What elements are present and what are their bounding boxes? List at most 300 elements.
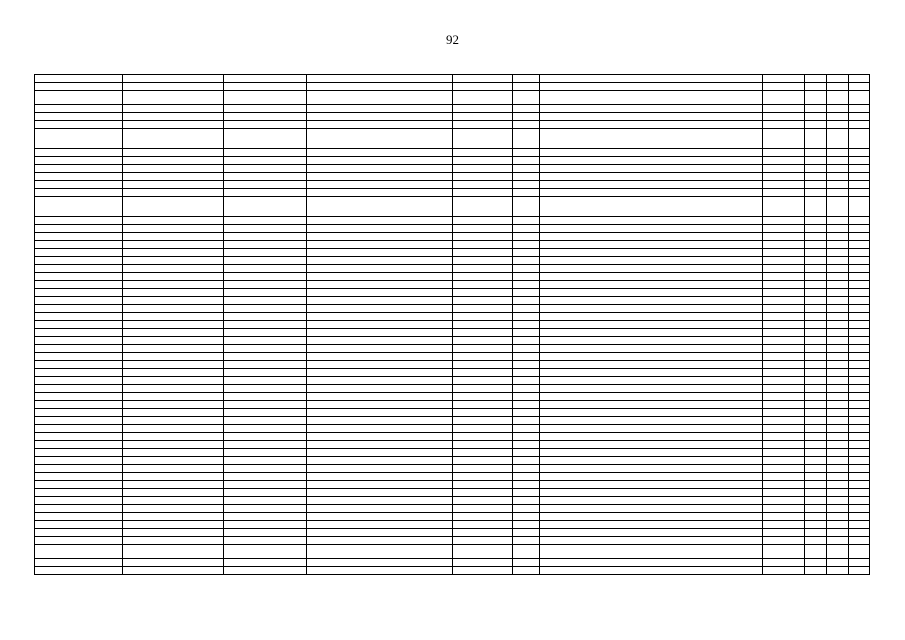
table-cell	[763, 165, 805, 173]
table-cell	[123, 305, 224, 313]
table-cell	[453, 257, 513, 265]
table-row	[35, 537, 870, 545]
table-row	[35, 559, 870, 567]
table-cell	[763, 473, 805, 481]
table-body	[35, 75, 870, 575]
table-cell	[540, 105, 763, 113]
table-cell	[513, 489, 540, 497]
table-cell	[224, 369, 307, 377]
table-cell	[513, 537, 540, 545]
table-row	[35, 165, 870, 173]
table-cell	[540, 197, 763, 217]
table-cell	[513, 425, 540, 433]
table-cell	[35, 505, 123, 513]
table-cell	[453, 83, 513, 91]
table-cell	[513, 521, 540, 529]
table-cell	[805, 449, 827, 457]
table-cell	[849, 157, 870, 165]
table-cell	[35, 529, 123, 537]
table-cell	[513, 393, 540, 401]
table-cell	[849, 265, 870, 273]
table-cell	[123, 489, 224, 497]
table-cell	[307, 181, 453, 189]
table-cell	[763, 273, 805, 281]
table-cell	[805, 329, 827, 337]
table-cell	[513, 273, 540, 281]
table-row	[35, 265, 870, 273]
table-cell	[540, 313, 763, 321]
table-row	[35, 113, 870, 121]
table-cell	[540, 257, 763, 265]
table-cell	[763, 465, 805, 473]
table-cell	[540, 537, 763, 545]
table-cell	[307, 91, 453, 105]
table-cell	[453, 417, 513, 425]
table-cell	[513, 83, 540, 91]
table-cell	[35, 173, 123, 181]
page-number: 92	[446, 32, 459, 47]
table-cell	[123, 545, 224, 559]
table-cell	[540, 75, 763, 83]
table-cell	[307, 481, 453, 489]
table-cell	[540, 567, 763, 575]
table-cell	[805, 441, 827, 449]
table-cell	[763, 385, 805, 393]
table-row	[35, 497, 870, 505]
table-cell	[805, 465, 827, 473]
table-cell	[540, 361, 763, 369]
table-cell	[307, 505, 453, 513]
table-cell	[224, 181, 307, 189]
table-cell	[805, 189, 827, 197]
table-cell	[849, 297, 870, 305]
table-cell	[35, 345, 123, 353]
table-cell	[827, 297, 849, 305]
table-cell	[763, 129, 805, 149]
table-cell	[453, 121, 513, 129]
table-cell	[513, 417, 540, 425]
table-cell	[849, 281, 870, 289]
table-cell	[540, 113, 763, 121]
table-row	[35, 189, 870, 197]
table-row	[35, 393, 870, 401]
table-cell	[35, 297, 123, 305]
table-row	[35, 329, 870, 337]
table-cell	[849, 225, 870, 233]
table-cell	[763, 433, 805, 441]
table-cell	[123, 497, 224, 505]
table-cell	[453, 361, 513, 369]
table-cell	[513, 513, 540, 521]
table-cell	[35, 181, 123, 189]
table-row	[35, 197, 870, 217]
table-cell	[849, 91, 870, 105]
table-cell	[35, 465, 123, 473]
table-cell	[827, 567, 849, 575]
table-cell	[307, 297, 453, 305]
table-cell	[849, 449, 870, 457]
table-cell	[763, 289, 805, 297]
table-cell	[805, 83, 827, 91]
table-cell	[307, 129, 453, 149]
table-cell	[513, 257, 540, 265]
table-cell	[307, 113, 453, 121]
table-cell	[763, 449, 805, 457]
table-cell	[307, 393, 453, 401]
table-cell	[849, 353, 870, 361]
table-cell	[123, 75, 224, 83]
table-cell	[849, 377, 870, 385]
table-cell	[805, 393, 827, 401]
table-cell	[540, 441, 763, 449]
table-cell	[827, 465, 849, 473]
table-cell	[763, 567, 805, 575]
table-cell	[513, 329, 540, 337]
table-cell	[540, 91, 763, 105]
table-cell	[224, 385, 307, 393]
table-cell	[123, 83, 224, 91]
table-cell	[123, 425, 224, 433]
table-cell	[763, 241, 805, 249]
table-cell	[513, 361, 540, 369]
table-cell	[513, 265, 540, 273]
table-cell	[35, 353, 123, 361]
table-cell	[540, 409, 763, 417]
table-cell	[513, 559, 540, 567]
table-cell	[224, 409, 307, 417]
housing-register-table	[34, 74, 870, 575]
table-cell	[805, 121, 827, 129]
table-cell	[123, 409, 224, 417]
table-cell	[849, 249, 870, 257]
table-cell	[307, 75, 453, 83]
table-cell	[849, 337, 870, 345]
table-cell	[849, 75, 870, 83]
table-cell	[805, 91, 827, 105]
table-cell	[453, 449, 513, 457]
table-cell	[763, 181, 805, 189]
table-cell	[35, 559, 123, 567]
table-row	[35, 465, 870, 473]
table-cell	[35, 329, 123, 337]
table-row	[35, 217, 870, 225]
table-cell	[763, 113, 805, 121]
table-cell	[307, 409, 453, 417]
table-cell	[224, 345, 307, 353]
table-row	[35, 173, 870, 181]
table-cell	[805, 545, 827, 559]
table-cell	[123, 113, 224, 121]
table-cell	[513, 377, 540, 385]
table-cell	[35, 521, 123, 529]
table-cell	[827, 409, 849, 417]
table-cell	[224, 91, 307, 105]
table-cell	[763, 257, 805, 265]
table-cell	[453, 189, 513, 197]
table-cell	[35, 197, 123, 217]
table-cell	[35, 265, 123, 273]
table-cell	[827, 257, 849, 265]
table-cell	[35, 497, 123, 505]
table-cell	[123, 361, 224, 369]
table-cell	[123, 559, 224, 567]
table-cell	[763, 401, 805, 409]
table-cell	[307, 197, 453, 217]
table-cell	[123, 197, 224, 217]
table-cell	[453, 385, 513, 393]
table-cell	[805, 369, 827, 377]
table-cell	[849, 489, 870, 497]
table-cell	[513, 385, 540, 393]
table-cell	[307, 313, 453, 321]
table-row	[35, 425, 870, 433]
table-cell	[513, 181, 540, 189]
table-cell	[540, 521, 763, 529]
table-cell	[540, 559, 763, 567]
table-cell	[805, 497, 827, 505]
table-cell	[513, 401, 540, 409]
table-cell	[513, 241, 540, 249]
table-cell	[763, 345, 805, 353]
table-cell	[513, 149, 540, 157]
table-cell	[123, 433, 224, 441]
table-cell	[35, 75, 123, 83]
table-row	[35, 273, 870, 281]
table-cell	[307, 321, 453, 329]
table-cell	[763, 353, 805, 361]
table-cell	[35, 457, 123, 465]
table-cell	[35, 105, 123, 113]
table-cell	[35, 305, 123, 313]
table-cell	[123, 321, 224, 329]
table-cell	[849, 441, 870, 449]
table-cell	[805, 321, 827, 329]
table-cell	[827, 83, 849, 91]
table-cell	[540, 353, 763, 361]
table-cell	[827, 181, 849, 189]
table-cell	[849, 545, 870, 559]
table-row	[35, 149, 870, 157]
table-cell	[513, 173, 540, 181]
table-cell	[453, 473, 513, 481]
table-cell	[763, 105, 805, 113]
table-cell	[540, 513, 763, 521]
table-cell	[307, 385, 453, 393]
table-cell	[453, 105, 513, 113]
table-cell	[805, 521, 827, 529]
table-cell	[805, 409, 827, 417]
table-cell	[805, 489, 827, 497]
table-cell	[849, 559, 870, 567]
table-cell	[224, 529, 307, 537]
table-cell	[224, 189, 307, 197]
table-row	[35, 457, 870, 465]
table-cell	[307, 537, 453, 545]
table-cell	[540, 345, 763, 353]
table-cell	[224, 449, 307, 457]
table-cell	[849, 425, 870, 433]
table-cell	[763, 157, 805, 165]
table-cell	[827, 425, 849, 433]
table-cell	[224, 105, 307, 113]
table-cell	[540, 425, 763, 433]
table-cell	[224, 257, 307, 265]
table-cell	[513, 369, 540, 377]
table-cell	[513, 157, 540, 165]
table-cell	[35, 441, 123, 449]
table-cell	[453, 181, 513, 189]
table-row	[35, 337, 870, 345]
table-cell	[35, 129, 123, 149]
table-cell	[827, 121, 849, 129]
table-cell	[827, 529, 849, 537]
table-cell	[307, 377, 453, 385]
table-cell	[540, 129, 763, 149]
table-row	[35, 321, 870, 329]
table-cell	[123, 297, 224, 305]
table-cell	[123, 265, 224, 273]
table-cell	[307, 559, 453, 567]
table-row	[35, 297, 870, 305]
table-cell	[805, 157, 827, 165]
table-cell	[453, 217, 513, 225]
table-row	[35, 353, 870, 361]
table-cell	[805, 149, 827, 157]
table-cell	[307, 567, 453, 575]
table-cell	[123, 249, 224, 257]
table-cell	[763, 497, 805, 505]
table-cell	[513, 121, 540, 129]
table-cell	[453, 529, 513, 537]
table-cell	[763, 121, 805, 129]
table-cell	[849, 465, 870, 473]
table-cell	[763, 189, 805, 197]
table-cell	[763, 377, 805, 385]
table-cell	[35, 281, 123, 289]
table-cell	[540, 273, 763, 281]
table-cell	[513, 249, 540, 257]
table-cell	[805, 75, 827, 83]
table-cell	[453, 157, 513, 165]
table-cell	[513, 105, 540, 113]
table-cell	[35, 361, 123, 369]
table-cell	[827, 513, 849, 521]
table-cell	[224, 149, 307, 157]
table-cell	[805, 433, 827, 441]
table-cell	[224, 321, 307, 329]
table-cell	[224, 165, 307, 173]
table-cell	[827, 433, 849, 441]
table-cell	[453, 465, 513, 473]
table-cell	[307, 473, 453, 481]
table-cell	[827, 265, 849, 273]
table-cell	[805, 165, 827, 173]
table-cell	[123, 165, 224, 173]
table-cell	[763, 225, 805, 233]
table-row	[35, 157, 870, 165]
table-cell	[849, 257, 870, 265]
table-cell	[513, 281, 540, 289]
table-cell	[849, 217, 870, 225]
table-cell	[805, 113, 827, 121]
table-cell	[453, 75, 513, 83]
table-cell	[849, 165, 870, 173]
table-cell	[453, 225, 513, 233]
table-cell	[35, 425, 123, 433]
table-cell	[827, 353, 849, 361]
table-cell	[453, 353, 513, 361]
table-cell	[453, 129, 513, 149]
table-cell	[513, 113, 540, 121]
table-cell	[307, 83, 453, 91]
table-cell	[307, 281, 453, 289]
table-cell	[224, 249, 307, 257]
table-cell	[224, 281, 307, 289]
table-cell	[123, 105, 224, 113]
table-cell	[224, 233, 307, 241]
table-row	[35, 433, 870, 441]
table-cell	[35, 337, 123, 345]
table-cell	[453, 537, 513, 545]
table-cell	[763, 321, 805, 329]
table-cell	[224, 441, 307, 449]
table-cell	[453, 313, 513, 321]
table-cell	[827, 105, 849, 113]
table-cell	[540, 369, 763, 377]
table-cell	[763, 369, 805, 377]
table-cell	[224, 273, 307, 281]
table-cell	[307, 545, 453, 559]
table-cell	[513, 457, 540, 465]
table-cell	[805, 425, 827, 433]
table-cell	[540, 505, 763, 513]
table-cell	[540, 289, 763, 297]
table-cell	[540, 481, 763, 489]
table-cell	[307, 173, 453, 181]
table-cell	[849, 417, 870, 425]
table-cell	[35, 473, 123, 481]
table-cell	[763, 545, 805, 559]
table-row	[35, 361, 870, 369]
table-cell	[763, 149, 805, 157]
table-cell	[307, 489, 453, 497]
table-cell	[827, 281, 849, 289]
table-cell	[123, 173, 224, 181]
table-cell	[123, 537, 224, 545]
table-row	[35, 121, 870, 129]
table-cell	[849, 273, 870, 281]
table-cell	[453, 197, 513, 217]
table-cell	[123, 513, 224, 521]
table-cell	[123, 233, 224, 241]
table-cell	[805, 217, 827, 225]
table-cell	[513, 337, 540, 345]
table-cell	[307, 353, 453, 361]
table-row	[35, 83, 870, 91]
table-cell	[763, 393, 805, 401]
table-cell	[849, 189, 870, 197]
table-row	[35, 225, 870, 233]
table-row	[35, 105, 870, 113]
table-cell	[513, 497, 540, 505]
table-cell	[307, 521, 453, 529]
table-cell	[513, 197, 540, 217]
table-cell	[224, 157, 307, 165]
table-cell	[849, 113, 870, 121]
table-cell	[224, 297, 307, 305]
table-cell	[763, 489, 805, 497]
table-cell	[763, 329, 805, 337]
